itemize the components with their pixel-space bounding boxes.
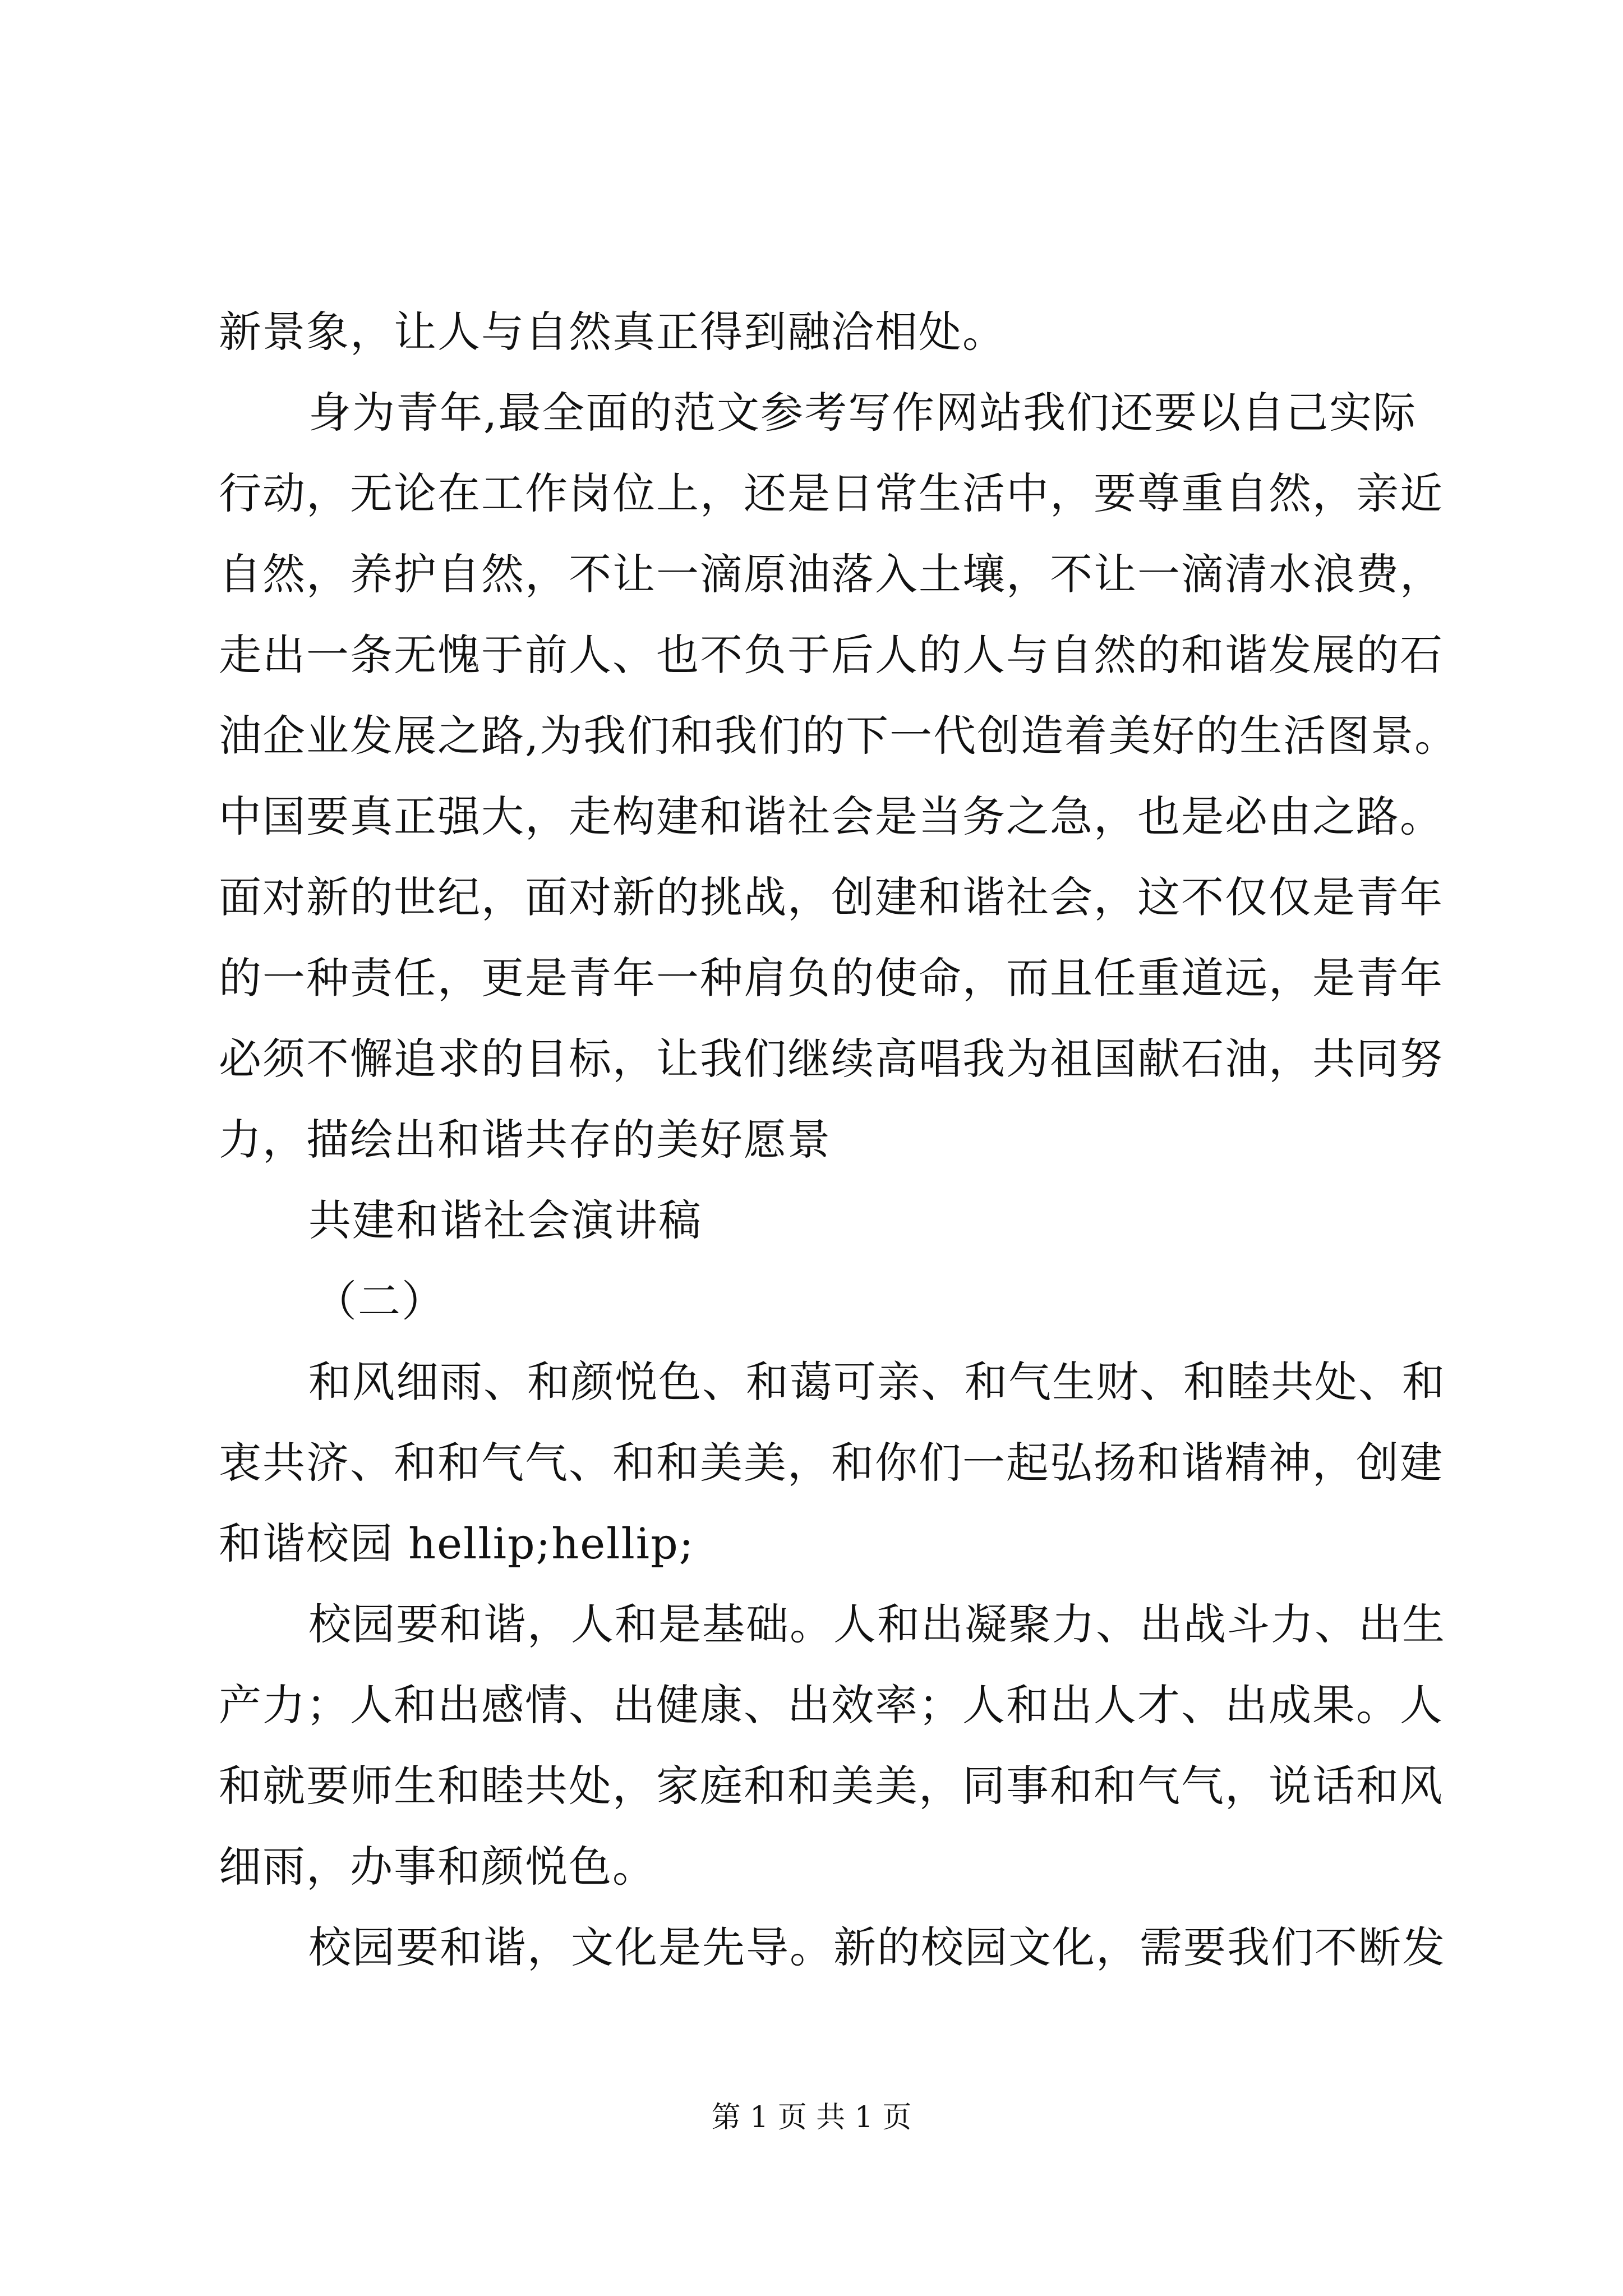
text-line: 衷共济、和和气气、和和美美，和你们一起弘扬和谐精神，创建 (219, 1438, 1444, 1488)
text-line: 校园要和谐，文化是先导。新的校园文化，需要我们不断发 (308, 1922, 1446, 1972)
text-line: 和风细雨、和颜悦色、和蔼可亲、和气生财、和睦共处、和 (308, 1357, 1446, 1407)
text-line: 和谐校园 hellip;hellip; (219, 1519, 695, 1568)
text-line: 行动，无论在工作岗位上，还是日常生活中，要尊重自然，亲近 (219, 468, 1444, 518)
text-line: 油企业发展之路,为我们和我们的下一代创造着美好的生活图景。 (219, 711, 1459, 761)
text-line: 校园要和谐，人和是基础。人和出凝聚力、出战斗力、出生 (308, 1599, 1446, 1649)
document-body (219, 292, 1459, 1988)
page-number-label: 第 1 页 共 1 页 (711, 2101, 912, 2134)
page-footer (0, 2098, 1623, 2137)
text-line: 力，描绘出和谐共存的美好愿景 (219, 1115, 831, 1165)
section-heading: 共建和谐社会演讲稿 (308, 1195, 702, 1245)
text-line: 新景象，让人与自然真正得到融洽相处。 (219, 307, 1006, 357)
text-line: 细雨，办事和颜悦色。 (219, 1842, 656, 1892)
text-line: 自然，养护自然，不让一滴原油落入土壤，不让一滴清水浪费， (219, 549, 1444, 599)
text-line: 走出一条无愧于前人、也不负于后人的人与自然的和谐发展的石 (219, 630, 1444, 680)
text-line: 中国要真正强大，走构建和谐社会是当务之急，也是必由之路。 (219, 792, 1444, 841)
text-line: 产力；人和出感情、出健康、出效率；人和出人才、出成果。人 (219, 1680, 1444, 1730)
text-line: 必须不懈追求的目标，让我们继续高唱我为祖国献石油，共同努 (219, 1034, 1444, 1084)
section-number: （二） (314, 1276, 445, 1326)
text-line: 身为青年,最全面的范文参考写作网站我们还要以自己实际 (308, 388, 1417, 438)
text-line: 面对新的世纪，面对新的挑战，创建和谐社会，这不仅仅是青年 (219, 872, 1444, 922)
text-line: 的一种责任，更是青年一种肩负的使命，而且任重道远，是青年 (219, 953, 1444, 1003)
text-line: 和就要师生和睦共处，家庭和和美美，同事和和气气，说话和风 (219, 1761, 1444, 1811)
